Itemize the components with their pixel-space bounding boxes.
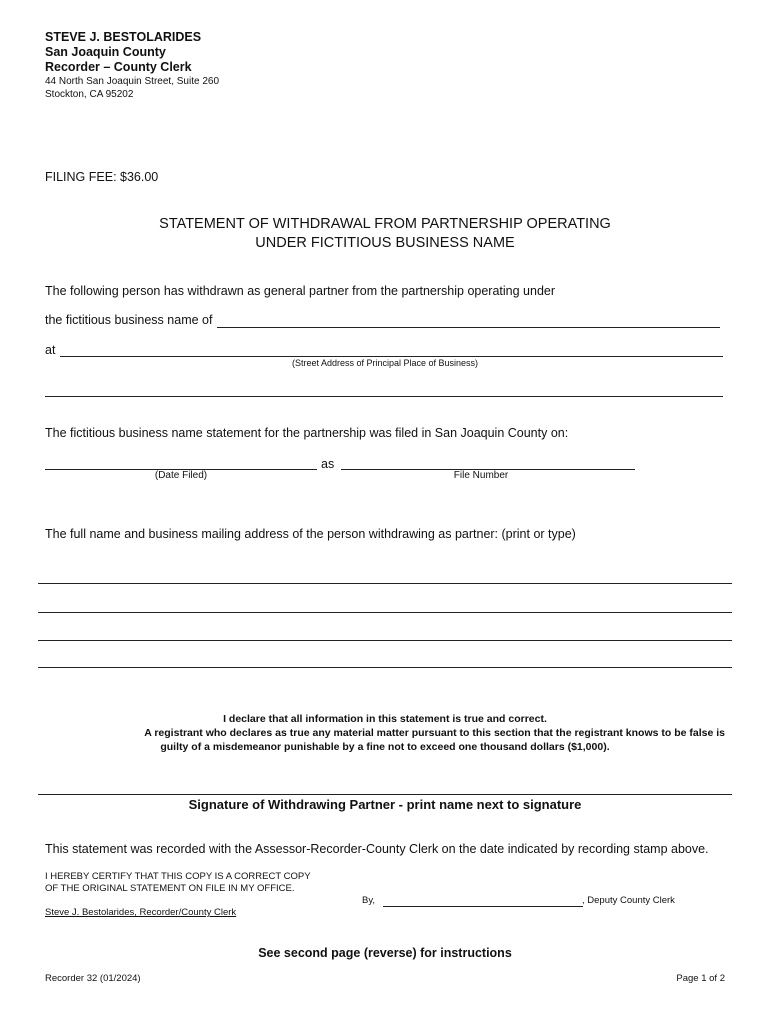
partner-prompt: The full name and business mailing address of the person withdrawing as partner: (print or type)	[45, 527, 576, 541]
declaration-line3: guilty of a misdemeanor punishable by a fine not to exceed one thousand dollars ($1,000).	[160, 741, 610, 753]
partner-address-line-1[interactable]	[38, 583, 732, 584]
street-address-caption: (Street Address of Principal Place of Business)	[291, 358, 479, 368]
as-label: as	[321, 457, 335, 471]
certification-line1: I HEREBY CERTIFY THAT THIS COPY IS A CORRECT COPY	[45, 871, 311, 882]
office-city: Stockton, CA 95202	[45, 89, 134, 100]
see-reverse-note: See second page (reverse) for instructions	[258, 946, 512, 960]
certification-line2: OF THE ORIGINAL STATEMENT ON FILE IN MY OFFICE.	[45, 883, 295, 894]
office-street: 44 North San Joaquin Street, Suite 260	[45, 76, 220, 87]
at-label: at	[45, 343, 56, 357]
signature-label: Signature of Withdrawing Partner - print name next to signature	[188, 797, 582, 812]
form-title-line1: STATEMENT OF WITHDRAWAL FROM PARTNERSHIP OPERATING	[159, 216, 611, 232]
deputy-signature-field[interactable]	[383, 906, 583, 907]
by-label: By,	[362, 895, 376, 906]
page-number: Page 1 of 2	[676, 973, 725, 984]
office-name: Recorder – County Clerk	[45, 60, 192, 74]
partner-address-line-2[interactable]	[38, 612, 732, 613]
form-title-line2: UNDER FICTITIOUS BUSINESS NAME	[255, 235, 515, 251]
certification-signer: Steve J. Bestolarides, Recorder/County Clerk	[45, 907, 237, 918]
file-number-caption: File Number	[453, 470, 509, 481]
street-address-field-2[interactable]	[45, 396, 723, 397]
declaration-line2: A registrant who declares as true any material matter pursuant to this section that the registrant knows to be false is	[144, 727, 725, 739]
partner-address-line-3[interactable]	[38, 640, 732, 641]
recorded-statement: This statement was recorded with the Assessor-Recorder-County Clerk on the date indicated by recording stamp above.	[45, 842, 709, 856]
partner-address-line-4[interactable]	[38, 667, 732, 668]
filed-statement-text: The fictitious business name statement for the partnership was filed in San Joaquin County on:	[45, 426, 569, 440]
declaration-line1: I declare that all information in this statement is true and correct.	[223, 713, 547, 725]
signature-field[interactable]	[38, 794, 732, 795]
street-address-field[interactable]	[60, 356, 723, 357]
form-id: Recorder 32 (01/2024)	[45, 973, 141, 984]
filing-fee: FILING FEE: $36.00	[45, 170, 159, 184]
intro-text: The following person has withdrawn as general partner from the partnership operating under	[45, 284, 556, 298]
recorder-name: STEVE J. BESTOLARIDES	[45, 30, 202, 44]
date-filed-caption: (Date Filed)	[154, 470, 208, 481]
county-name: San Joaquin County	[45, 45, 166, 59]
business-name-label: the fictitious business name of	[45, 313, 213, 327]
business-name-field[interactable]	[217, 327, 720, 328]
deputy-label: , Deputy County Clerk	[582, 895, 675, 906]
